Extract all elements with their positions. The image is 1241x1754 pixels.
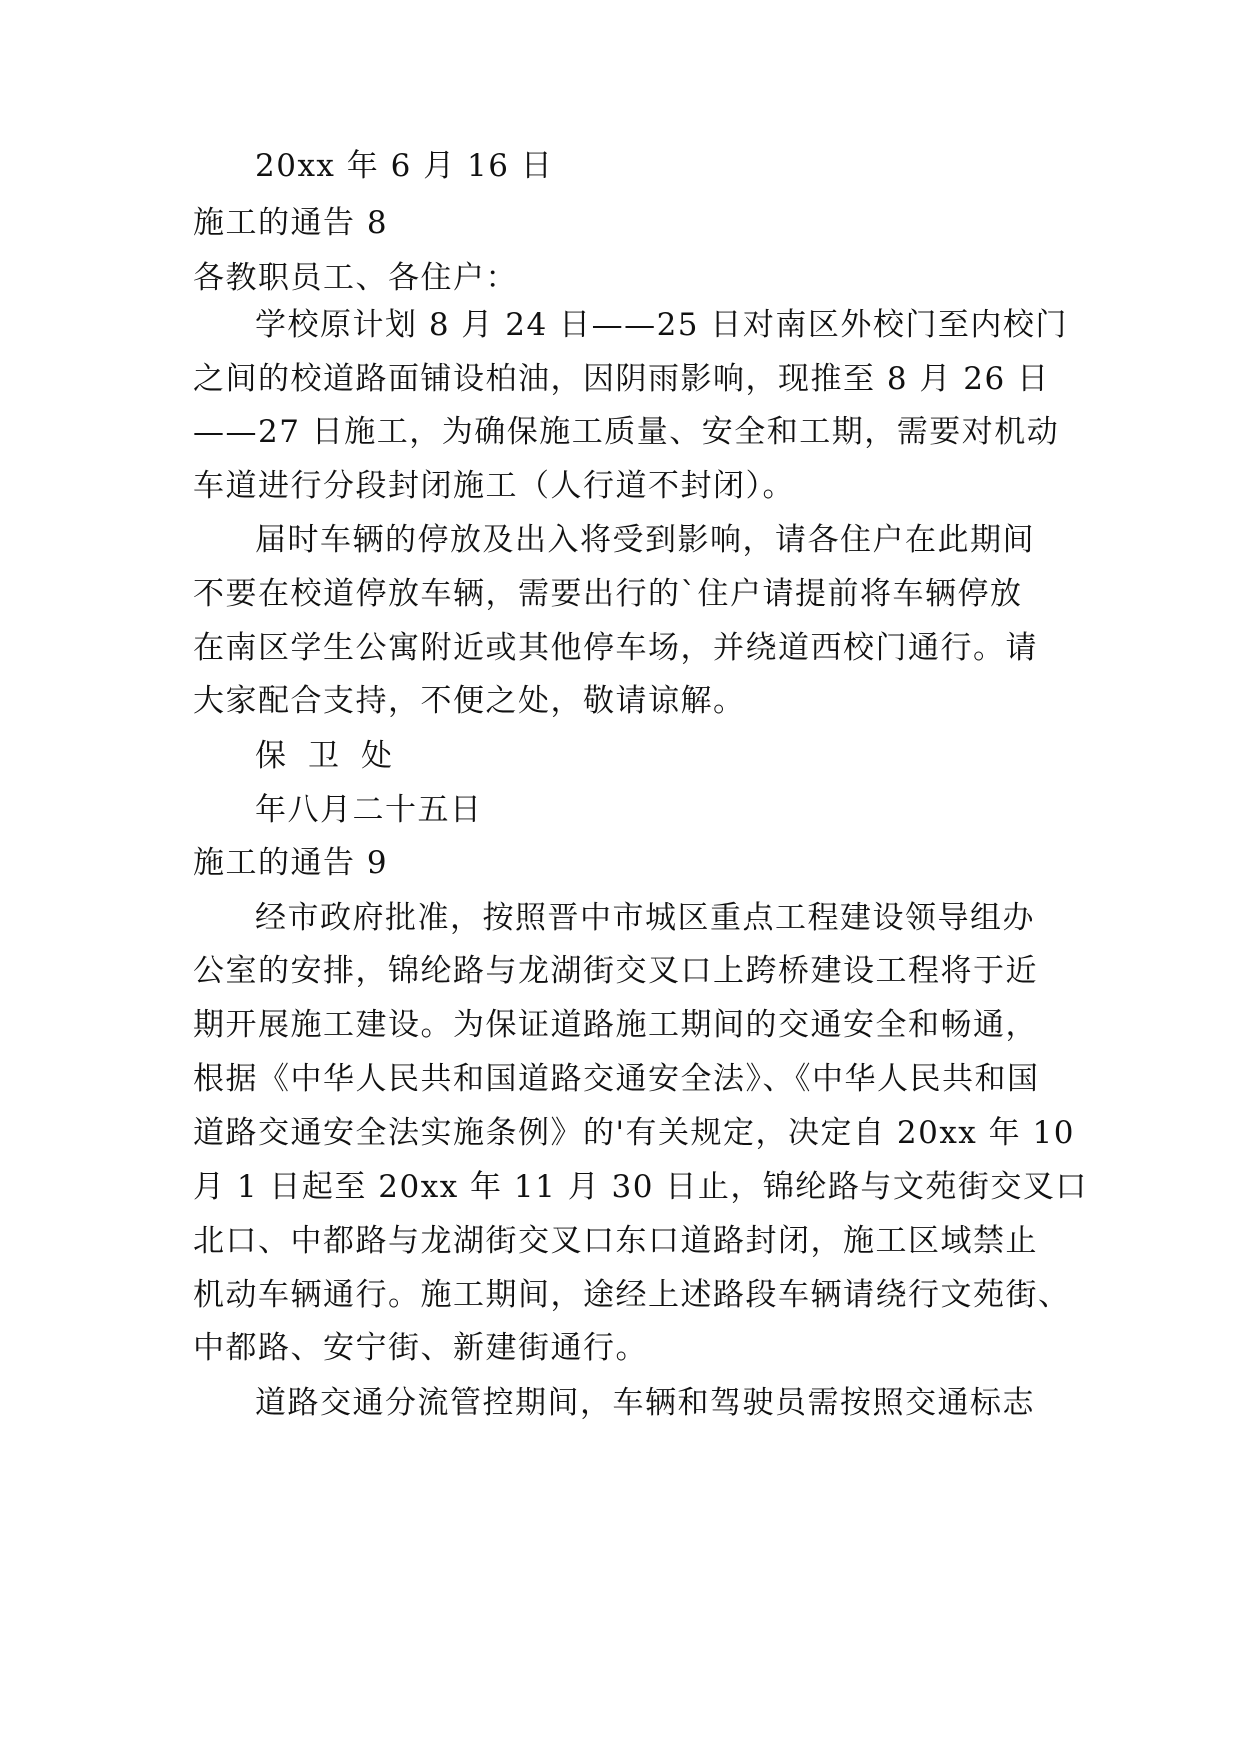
notice-8-salutation: 各教职员工、各住户： (193, 260, 518, 296)
notice-9-para2-line: 道路交通分流管控期间，车辆和驾驶员需按照交通标志 (255, 1385, 1035, 1421)
notice-9-para1-line: 北口、中都路与龙湖街交叉口东口道路封闭，施工区域禁止 (193, 1223, 1038, 1259)
signature: 保卫处 (255, 738, 414, 774)
notice-9-para1-line: 经市政府批准，按照晋中市城区重点工程建设领导组办 (255, 900, 1035, 936)
notice-8-para2-line: 大家配合支持，不便之处，敬请谅解。 (193, 683, 746, 719)
notice-8-para1-line: 车道进行分段封闭施工（人行道不封闭）。 (193, 468, 795, 504)
notice-9-para1-line: 期开展施工建设。为保证道路施工期间的交通安全和畅通， (193, 1007, 1038, 1043)
notice-9-para1-line: 道路交通安全法实施条例》的'有关规定，决定自 20xx 年 10 (193, 1115, 1075, 1151)
notice-8-para1-line: 学校原计划 8 月 24 日——25 日对南区外校门至内校门 (255, 307, 1068, 343)
notice-8-para2-line: 不要在校道停放车辆，需要出行的`住户请提前将车辆停放 (193, 576, 1023, 612)
notice-9-para1-line: 公室的安排，锦纶路与龙湖街交叉口上跨桥建设工程将于近 (193, 953, 1038, 989)
notice-9-title: 施工的通告 9 (193, 845, 389, 881)
notice-8-para1-line: 之间的校道路面铺设柏油，因阴雨影响，现推至 8 月 26 日 (193, 361, 1050, 397)
notice-8-para2-line: 在南区学生公寓附近或其他停车场，并绕道西校门通行。请 (193, 630, 1038, 666)
notice-8-para2-line: 届时车辆的停放及出入将受到影响，请各住户在此期间 (255, 522, 1035, 558)
signature-date: 年八月二十五日 (255, 792, 483, 828)
notice-8-para1-line: ——27 日施工，为确保施工质量、安全和工期，需要对机动 (193, 414, 1060, 450)
notice-9-para1-line: 月 1 日起至 20xx 年 11 月 30 日止，锦纶路与文苑街交叉口 (193, 1169, 1088, 1205)
notice-8-title: 施工的通告 8 (193, 205, 389, 241)
date-line: 20xx 年 6 月 16 日 (255, 148, 554, 184)
notice-9-para1-line: 机动车辆通行。施工期间，途经上述路段车辆请绕行文苑街、 (193, 1277, 1071, 1313)
notice-9-para1-line: 根据《中华人民共和国道路交通安全法》、《中华人民共和国 (193, 1061, 1040, 1097)
notice-9-para1-line: 中都路、安宁街、新建街通行。 (193, 1330, 648, 1366)
